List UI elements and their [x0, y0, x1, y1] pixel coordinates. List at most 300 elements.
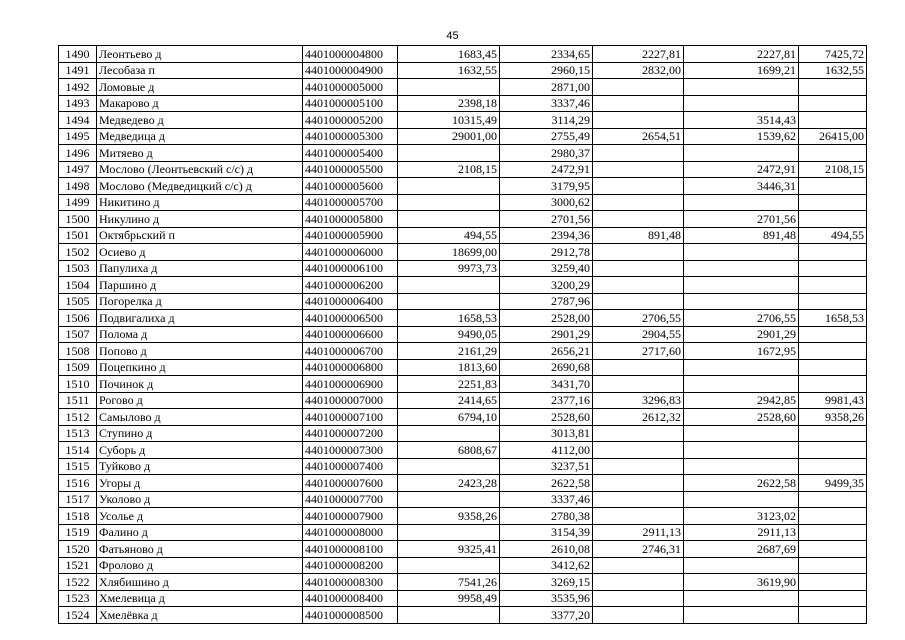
row-number-cell: 1499 [59, 194, 97, 211]
code-cell: 4401000007600 [303, 475, 398, 492]
value-cell-1: 9958,49 [398, 590, 500, 607]
code-cell: 4401000007200 [303, 425, 398, 442]
value-cell-3 [593, 574, 684, 591]
table-row [59, 277, 867, 294]
value-cell-5: 26415,00 [799, 128, 867, 145]
value-cell-1: 1632,55 [398, 62, 500, 79]
value-cell-4: 2528,60 [684, 409, 799, 426]
value-cell-5 [799, 541, 867, 558]
value-cell-2: 2656,21 [500, 343, 593, 360]
row-number-cell: 1519 [59, 524, 97, 541]
value-cell-1: 1658,53 [398, 310, 500, 327]
value-cell-1: 494,55 [398, 227, 500, 244]
settlement-name-cell: Леонтьево д [97, 46, 303, 63]
settlement-name-cell: Папулиха д [97, 260, 303, 277]
value-cell-3 [593, 376, 684, 393]
code-cell: 4401000006000 [303, 244, 398, 261]
settlement-name-cell: Никулино д [97, 211, 303, 228]
code-cell: 4401000008500 [303, 607, 398, 624]
value-cell-4: 3619,90 [684, 574, 799, 591]
value-cell-3 [593, 277, 684, 294]
value-cell-1 [398, 194, 500, 211]
value-cell-5 [799, 524, 867, 541]
value-cell-4: 2706,55 [684, 310, 799, 327]
settlement-name-cell: Фатьяново д [97, 541, 303, 558]
code-cell: 4401000005900 [303, 227, 398, 244]
value-cell-2: 2472,91 [500, 161, 593, 178]
value-cell-3 [593, 458, 684, 475]
row-number-cell: 1515 [59, 458, 97, 475]
row-number-cell: 1517 [59, 491, 97, 508]
value-cell-3 [593, 211, 684, 228]
value-cell-1 [398, 293, 500, 310]
value-cell-2: 2901,29 [500, 326, 593, 343]
settlement-name-cell: Медведево д [97, 112, 303, 129]
value-cell-5 [799, 607, 867, 624]
table-row [59, 557, 867, 574]
value-cell-3: 2227,81 [593, 46, 684, 63]
value-cell-5 [799, 458, 867, 475]
value-cell-3 [593, 442, 684, 459]
row-number-cell: 1491 [59, 62, 97, 79]
row-number-cell: 1520 [59, 541, 97, 558]
value-cell-3: 2717,60 [593, 343, 684, 360]
value-cell-5 [799, 244, 867, 261]
settlement-name-cell: Паршино д [97, 277, 303, 294]
value-cell-4 [684, 277, 799, 294]
settlement-name-cell: Починок д [97, 376, 303, 393]
value-cell-1: 10315,49 [398, 112, 500, 129]
value-cell-5 [799, 95, 867, 112]
value-cell-4: 2622,58 [684, 475, 799, 492]
value-cell-4: 2227,81 [684, 46, 799, 63]
value-cell-1 [398, 178, 500, 195]
value-cell-3 [593, 79, 684, 96]
row-number-cell: 1511 [59, 392, 97, 409]
value-cell-4 [684, 442, 799, 459]
value-cell-4 [684, 244, 799, 261]
value-cell-3 [593, 194, 684, 211]
row-number-cell: 1516 [59, 475, 97, 492]
table-row [59, 194, 867, 211]
value-cell-2: 3535,96 [500, 590, 593, 607]
value-cell-1: 29001,00 [398, 128, 500, 145]
value-cell-3 [593, 491, 684, 508]
value-cell-2: 2610,08 [500, 541, 593, 558]
value-cell-3: 2911,13 [593, 524, 684, 541]
value-cell-5 [799, 376, 867, 393]
settlement-name-cell: Ломовые д [97, 79, 303, 96]
value-cell-2: 2528,60 [500, 409, 593, 426]
value-cell-1 [398, 79, 500, 96]
value-cell-5: 7425,72 [799, 46, 867, 63]
settlement-name-cell: Медведица д [97, 128, 303, 145]
value-cell-5: 1658,53 [799, 310, 867, 327]
row-number-cell: 1521 [59, 557, 97, 574]
code-cell: 4401000007100 [303, 409, 398, 426]
settlement-name-cell: Туйково д [97, 458, 303, 475]
value-cell-1: 9490,05 [398, 326, 500, 343]
value-cell-3 [593, 607, 684, 624]
table-row [59, 161, 867, 178]
settlement-name-cell: Попово д [97, 343, 303, 360]
value-cell-1: 6794,10 [398, 409, 500, 426]
value-cell-5 [799, 112, 867, 129]
row-number-cell: 1512 [59, 409, 97, 426]
value-cell-1: 9358,26 [398, 508, 500, 525]
value-cell-3 [593, 178, 684, 195]
table-row [59, 458, 867, 475]
value-cell-5 [799, 343, 867, 360]
value-cell-1 [398, 491, 500, 508]
code-cell: 4401000005800 [303, 211, 398, 228]
value-cell-2: 3337,46 [500, 95, 593, 112]
settlement-name-cell: Никитино д [97, 194, 303, 211]
value-cell-4: 2911,13 [684, 524, 799, 541]
value-cell-2: 3412,62 [500, 557, 593, 574]
value-cell-5 [799, 359, 867, 376]
value-cell-2: 2912,78 [500, 244, 593, 261]
data-table [58, 45, 867, 624]
code-cell: 4401000005100 [303, 95, 398, 112]
table-row [59, 128, 867, 145]
value-cell-1 [398, 607, 500, 624]
value-cell-5 [799, 326, 867, 343]
value-cell-3 [593, 244, 684, 261]
settlement-name-cell: Угоры д [97, 475, 303, 492]
value-cell-2: 3179,95 [500, 178, 593, 195]
code-cell: 4401000006500 [303, 310, 398, 327]
value-cell-3 [593, 508, 684, 525]
value-cell-2: 2871,00 [500, 79, 593, 96]
value-cell-2: 3013,81 [500, 425, 593, 442]
value-cell-5 [799, 194, 867, 211]
value-cell-2: 2787,96 [500, 293, 593, 310]
value-cell-2: 3114,29 [500, 112, 593, 129]
settlement-name-cell: Самылово д [97, 409, 303, 426]
value-cell-4 [684, 145, 799, 162]
value-cell-2: 2701,56 [500, 211, 593, 228]
table-row [59, 425, 867, 442]
value-cell-5 [799, 508, 867, 525]
value-cell-4: 2472,91 [684, 161, 799, 178]
value-cell-5: 9981,43 [799, 392, 867, 409]
settlement-name-cell: Мослово (Медведицкий с/с) д [97, 178, 303, 195]
value-cell-3: 3296,83 [593, 392, 684, 409]
row-number-cell: 1518 [59, 508, 97, 525]
value-cell-2: 3200,29 [500, 277, 593, 294]
code-cell: 4401000005600 [303, 178, 398, 195]
settlement-name-cell: Лесобаза п [97, 62, 303, 79]
value-cell-4 [684, 95, 799, 112]
row-number-cell: 1524 [59, 607, 97, 624]
code-cell: 4401000005000 [303, 79, 398, 96]
value-cell-4 [684, 359, 799, 376]
code-cell: 4401000005400 [303, 145, 398, 162]
value-cell-5 [799, 442, 867, 459]
value-cell-4: 891,48 [684, 227, 799, 244]
row-number-cell: 1497 [59, 161, 97, 178]
row-number-cell: 1498 [59, 178, 97, 195]
value-cell-5 [799, 590, 867, 607]
value-cell-5 [799, 211, 867, 228]
value-cell-4 [684, 260, 799, 277]
settlement-name-cell: Хлябишино д [97, 574, 303, 591]
value-cell-5: 1632,55 [799, 62, 867, 79]
code-cell: 4401000007300 [303, 442, 398, 459]
value-cell-3: 2746,31 [593, 541, 684, 558]
value-cell-2: 2960,15 [500, 62, 593, 79]
table-row [59, 260, 867, 277]
settlement-name-cell: Уколово д [97, 491, 303, 508]
value-cell-1: 2414,65 [398, 392, 500, 409]
value-cell-3 [593, 359, 684, 376]
value-cell-2: 2377,16 [500, 392, 593, 409]
value-cell-1 [398, 145, 500, 162]
table-row [59, 409, 867, 426]
value-cell-2: 3377,20 [500, 607, 593, 624]
value-cell-4 [684, 376, 799, 393]
code-cell: 4401000005700 [303, 194, 398, 211]
settlement-name-cell: Мослово (Леонтьевский с/с) д [97, 161, 303, 178]
code-cell: 4401000008200 [303, 557, 398, 574]
value-cell-3 [593, 590, 684, 607]
value-cell-4: 3446,31 [684, 178, 799, 195]
table-row [59, 112, 867, 129]
table-row [59, 227, 867, 244]
value-cell-5 [799, 293, 867, 310]
value-cell-4 [684, 590, 799, 607]
code-cell: 4401000008100 [303, 541, 398, 558]
code-cell: 4401000006800 [303, 359, 398, 376]
row-number-cell: 1493 [59, 95, 97, 112]
table-row [59, 491, 867, 508]
table-row [59, 508, 867, 525]
row-number-cell: 1513 [59, 425, 97, 442]
settlement-name-cell: Суборь д [97, 442, 303, 459]
value-cell-4: 2942,85 [684, 392, 799, 409]
settlement-name-cell: Усолье д [97, 508, 303, 525]
value-cell-3 [593, 293, 684, 310]
table-row [59, 590, 867, 607]
value-cell-4 [684, 79, 799, 96]
row-number-cell: 1509 [59, 359, 97, 376]
value-cell-4 [684, 293, 799, 310]
table-row [59, 46, 867, 63]
settlement-name-cell: Полома д [97, 326, 303, 343]
value-cell-2: 2980,37 [500, 145, 593, 162]
value-cell-5 [799, 79, 867, 96]
value-cell-2: 2394,36 [500, 227, 593, 244]
table-row [59, 475, 867, 492]
value-cell-3 [593, 95, 684, 112]
code-cell: 4401000004800 [303, 46, 398, 63]
value-cell-1: 2161,29 [398, 343, 500, 360]
table-row [59, 541, 867, 558]
value-cell-1: 9973,73 [398, 260, 500, 277]
row-number-cell: 1510 [59, 376, 97, 393]
row-number-cell: 1503 [59, 260, 97, 277]
row-number-cell: 1523 [59, 590, 97, 607]
value-cell-2: 2528,00 [500, 310, 593, 327]
table-row [59, 359, 867, 376]
value-cell-4 [684, 491, 799, 508]
row-number-cell: 1492 [59, 79, 97, 96]
table-row [59, 442, 867, 459]
table-row [59, 607, 867, 624]
code-cell: 4401000006700 [303, 343, 398, 360]
value-cell-3 [593, 161, 684, 178]
settlement-name-cell: Макарово д [97, 95, 303, 112]
value-cell-3: 2612,32 [593, 409, 684, 426]
value-cell-2: 2690,68 [500, 359, 593, 376]
value-cell-4 [684, 607, 799, 624]
value-cell-1: 1813,60 [398, 359, 500, 376]
table-row [59, 62, 867, 79]
code-cell: 4401000008400 [303, 590, 398, 607]
row-number-cell: 1507 [59, 326, 97, 343]
table-row [59, 343, 867, 360]
value-cell-5 [799, 574, 867, 591]
table-row [59, 211, 867, 228]
table-row [59, 326, 867, 343]
value-cell-4 [684, 194, 799, 211]
value-cell-3: 2654,51 [593, 128, 684, 145]
table-row [59, 392, 867, 409]
value-cell-1: 2423,28 [398, 475, 500, 492]
row-number-cell: 1522 [59, 574, 97, 591]
code-cell: 4401000007700 [303, 491, 398, 508]
row-number-cell: 1494 [59, 112, 97, 129]
value-cell-4: 3123,02 [684, 508, 799, 525]
table-row [59, 376, 867, 393]
settlement-name-cell: Рогово д [97, 392, 303, 409]
value-cell-4: 2687,69 [684, 541, 799, 558]
value-cell-2: 3259,40 [500, 260, 593, 277]
row-number-cell: 1504 [59, 277, 97, 294]
settlement-name-cell: Поцепкино д [97, 359, 303, 376]
value-cell-2: 3431,70 [500, 376, 593, 393]
code-cell: 4401000008000 [303, 524, 398, 541]
code-cell: 4401000006200 [303, 277, 398, 294]
settlement-name-cell: Ступино д [97, 425, 303, 442]
code-cell: 4401000005200 [303, 112, 398, 129]
value-cell-1 [398, 277, 500, 294]
value-cell-4 [684, 458, 799, 475]
value-cell-4: 3514,43 [684, 112, 799, 129]
value-cell-5: 9499,35 [799, 475, 867, 492]
value-cell-1: 2108,15 [398, 161, 500, 178]
value-cell-1: 2251,83 [398, 376, 500, 393]
value-cell-2: 4112,00 [500, 442, 593, 459]
value-cell-2: 2622,58 [500, 475, 593, 492]
code-cell: 4401000008300 [303, 574, 398, 591]
value-cell-5 [799, 277, 867, 294]
page-number: 45 [446, 30, 459, 42]
row-number-cell: 1496 [59, 145, 97, 162]
code-cell: 4401000006400 [303, 293, 398, 310]
value-cell-1 [398, 524, 500, 541]
table-row [59, 524, 867, 541]
value-cell-5 [799, 145, 867, 162]
value-cell-4: 2701,56 [684, 211, 799, 228]
value-cell-1: 7541,26 [398, 574, 500, 591]
settlement-name-cell: Погорелка д [97, 293, 303, 310]
value-cell-3 [593, 112, 684, 129]
value-cell-5 [799, 178, 867, 195]
value-cell-1 [398, 458, 500, 475]
value-cell-5 [799, 425, 867, 442]
settlement-name-cell: Осиево д [97, 244, 303, 261]
code-cell: 4401000005300 [303, 128, 398, 145]
code-cell: 4401000005500 [303, 161, 398, 178]
settlement-name-cell: Октябрьский п [97, 227, 303, 244]
value-cell-3: 2706,55 [593, 310, 684, 327]
value-cell-2: 3269,15 [500, 574, 593, 591]
code-cell: 4401000006600 [303, 326, 398, 343]
value-cell-4: 2901,29 [684, 326, 799, 343]
value-cell-2: 3337,46 [500, 491, 593, 508]
value-cell-4: 1539,62 [684, 128, 799, 145]
value-cell-2: 3154,39 [500, 524, 593, 541]
value-cell-3: 2904,55 [593, 326, 684, 343]
code-cell: 4401000007000 [303, 392, 398, 409]
value-cell-1 [398, 557, 500, 574]
value-cell-4 [684, 425, 799, 442]
row-number-cell: 1501 [59, 227, 97, 244]
value-cell-4: 1699,21 [684, 62, 799, 79]
value-cell-5: 494,55 [799, 227, 867, 244]
table-row [59, 293, 867, 310]
value-cell-5 [799, 260, 867, 277]
value-cell-1: 18699,00 [398, 244, 500, 261]
value-cell-5: 2108,15 [799, 161, 867, 178]
value-cell-1: 9325,41 [398, 541, 500, 558]
value-cell-2: 3237,51 [500, 458, 593, 475]
value-cell-3: 891,48 [593, 227, 684, 244]
value-cell-3: 2832,00 [593, 62, 684, 79]
code-cell: 4401000004900 [303, 62, 398, 79]
value-cell-5: 9358,26 [799, 409, 867, 426]
row-number-cell: 1502 [59, 244, 97, 261]
value-cell-1: 2398,18 [398, 95, 500, 112]
value-cell-3 [593, 425, 684, 442]
settlement-name-cell: Хмелёвка д [97, 607, 303, 624]
value-cell-5 [799, 491, 867, 508]
table-body [59, 46, 867, 624]
value-cell-1: 1683,45 [398, 46, 500, 63]
value-cell-4 [684, 557, 799, 574]
value-cell-3 [593, 260, 684, 277]
row-number-cell: 1500 [59, 211, 97, 228]
value-cell-1 [398, 425, 500, 442]
value-cell-3 [593, 475, 684, 492]
value-cell-3 [593, 145, 684, 162]
row-number-cell: 1514 [59, 442, 97, 459]
table-row [59, 574, 867, 591]
code-cell: 4401000006900 [303, 376, 398, 393]
settlement-name-cell: Фролово д [97, 557, 303, 574]
row-number-cell: 1490 [59, 46, 97, 63]
value-cell-1: 6808,67 [398, 442, 500, 459]
value-cell-4: 1672,95 [684, 343, 799, 360]
code-cell: 4401000006100 [303, 260, 398, 277]
value-cell-1 [398, 211, 500, 228]
table-row [59, 95, 867, 112]
code-cell: 4401000007400 [303, 458, 398, 475]
table-row [59, 310, 867, 327]
table-row [59, 178, 867, 195]
